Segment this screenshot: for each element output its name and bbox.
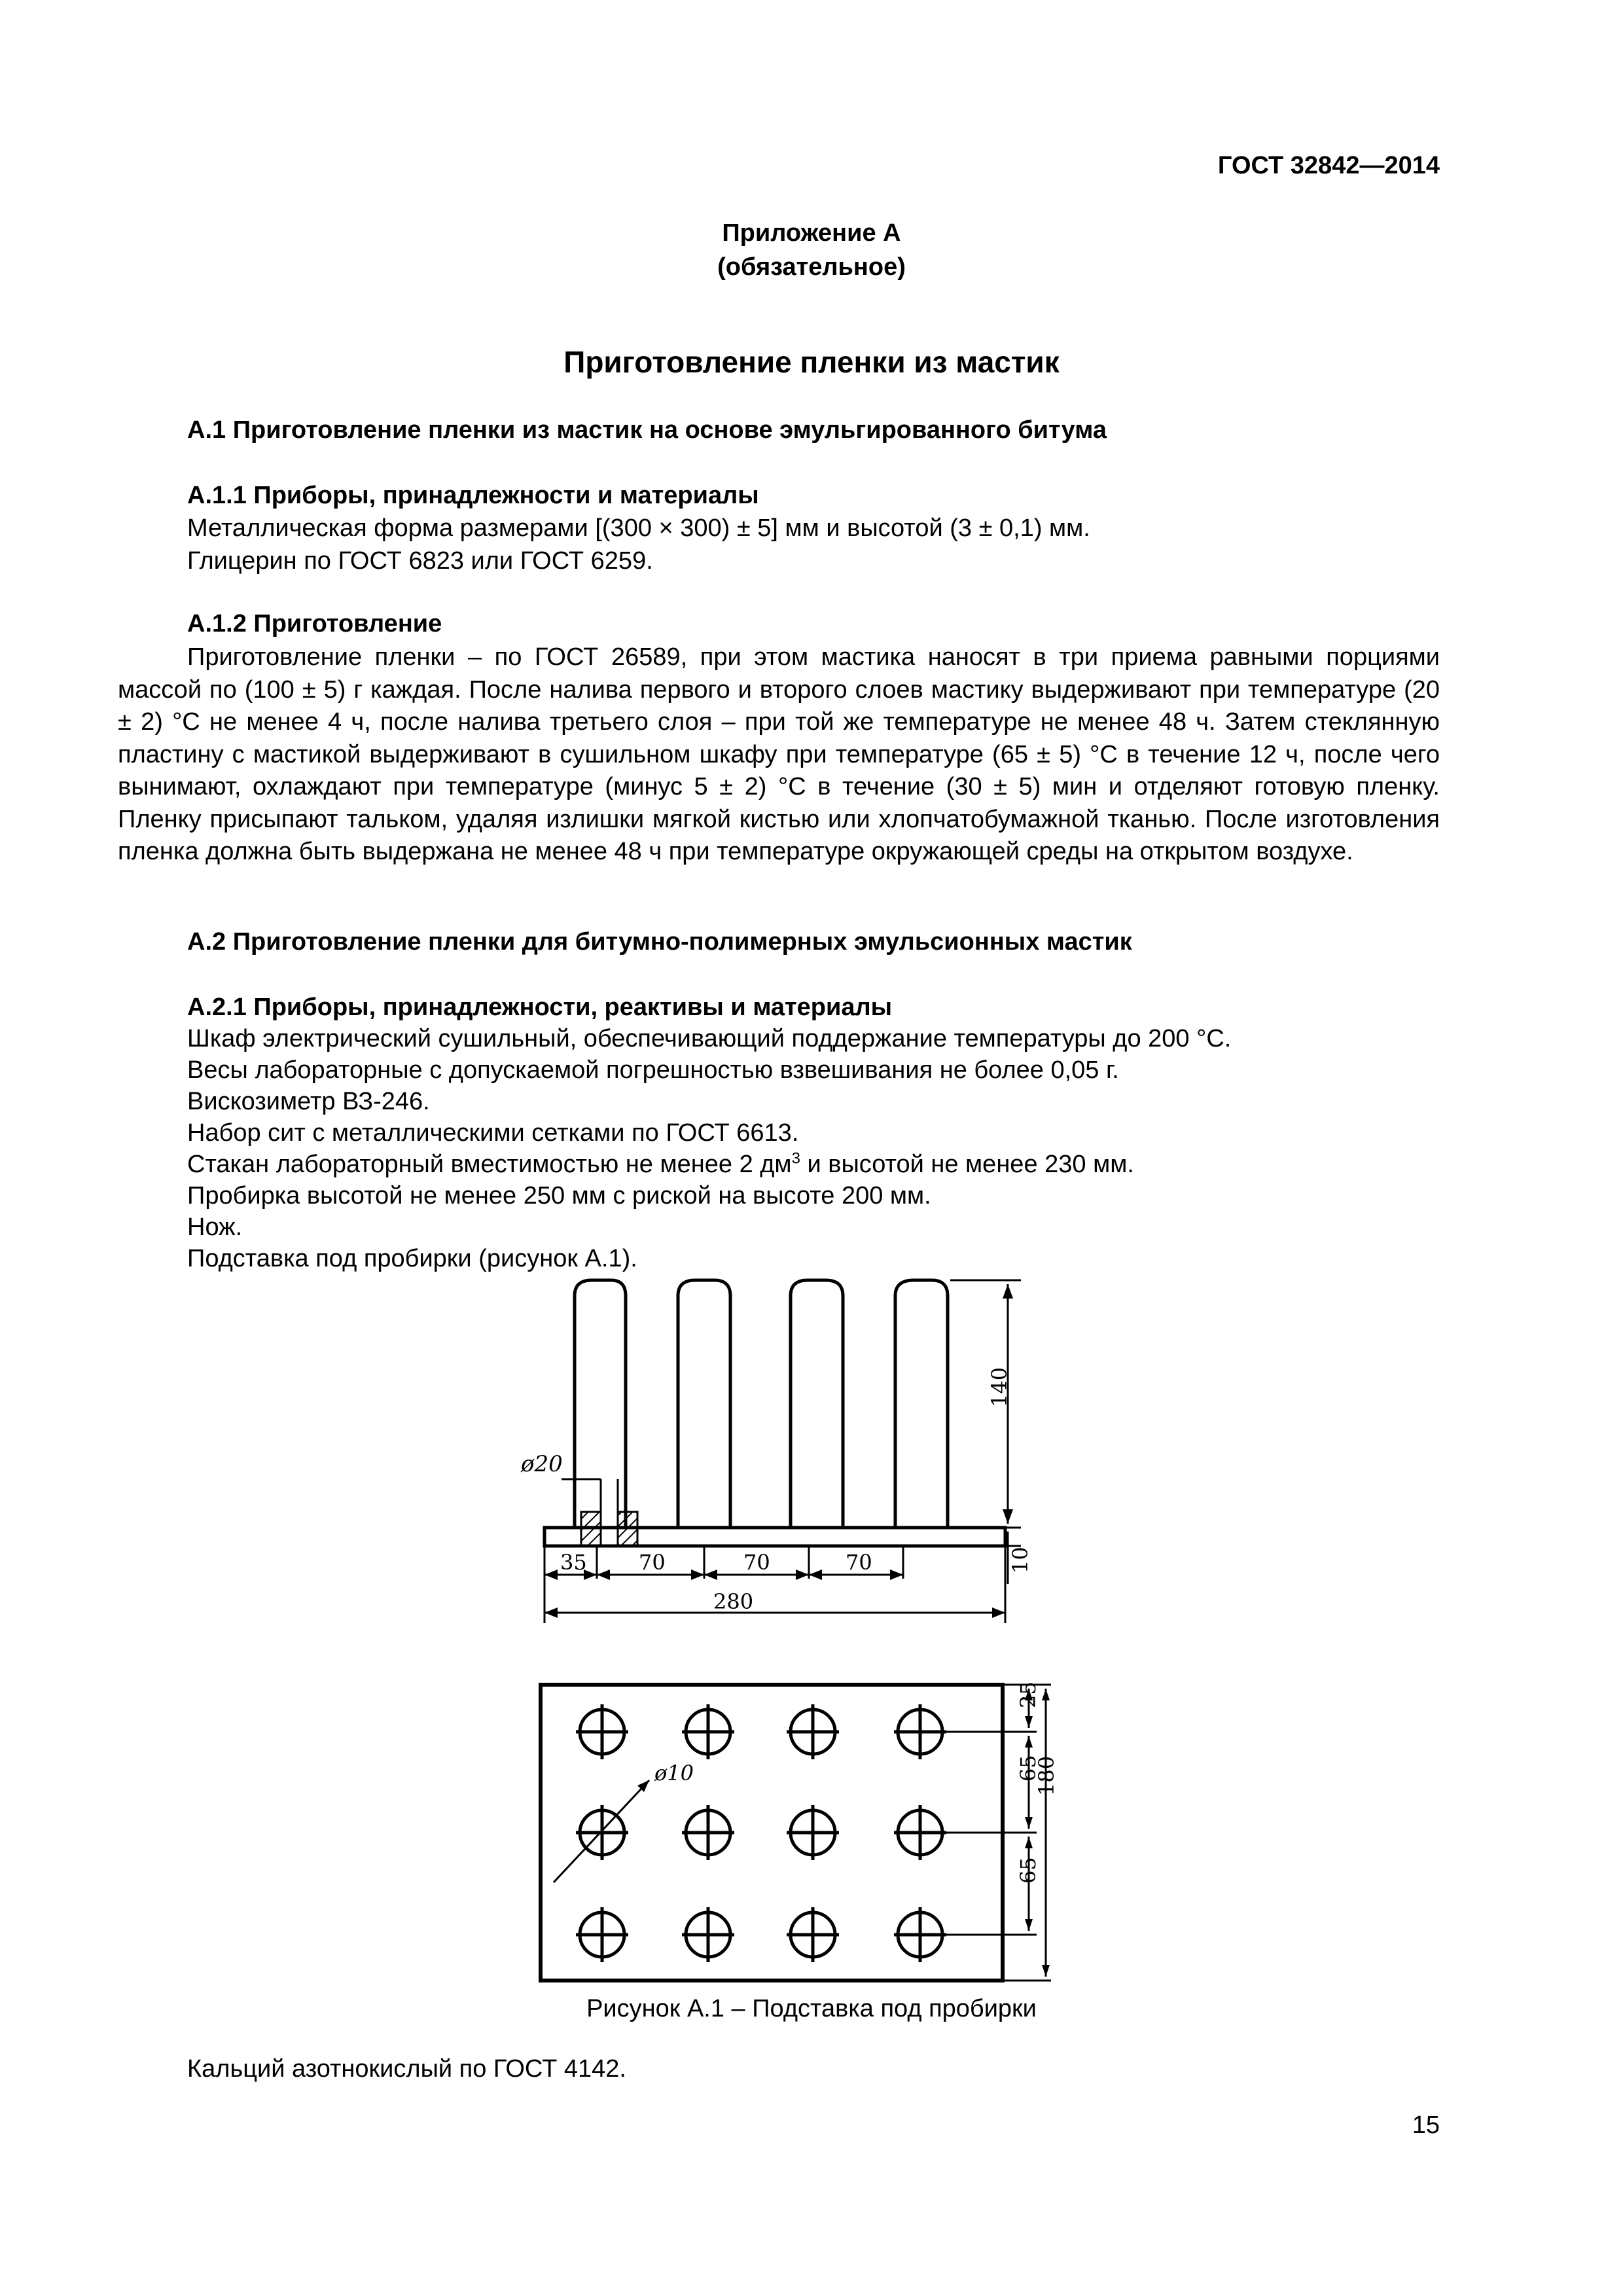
dim-65-lower: 65 [1016, 1857, 1041, 1884]
hole [682, 1805, 734, 1860]
a11-line-1: Металлическая форма размерами [(300 × 300) ± 5] мм и высотой (3 ± 0,1) мм. [187, 514, 1090, 542]
dim-70-third: 70 [846, 1550, 872, 1575]
dim-10: 10 [1008, 1547, 1033, 1573]
hole [682, 1704, 734, 1759]
section-a12-heading: А.1.2 Приготовление [187, 610, 442, 637]
dim-180: 180 [1034, 1755, 1059, 1796]
a21-line-8: Подставка под пробирки (рисунок А.1). [187, 1245, 637, 1272]
figure-caption: Рисунок А.1 – Подставка под пробирки [586, 1995, 1037, 2022]
hole [576, 1907, 628, 1962]
a11-line-2: Глицерин по ГОСТ 6823 или ГОСТ 6259. [187, 547, 653, 575]
hole [894, 1907, 946, 1962]
section-a11-heading: А.1.1 Приборы, принадлежности и материалы [187, 482, 759, 509]
hole [894, 1704, 946, 1759]
hole [787, 1907, 839, 1962]
dim-35: 35 [560, 1550, 587, 1575]
section-a1-heading: А.1 Приготовление пленки из мастик на основе эмульгированного битума [187, 416, 1107, 444]
dim-25: 25 [1016, 1681, 1041, 1708]
a21-line-4: Набор сит с металлическими сетками по ГОСТ 6613. [187, 1119, 799, 1147]
a21-line-1: Шкаф электрический сушильный, обеспечивающий поддержание температуры до 200 °С. [187, 1025, 1232, 1052]
dim-70-first: 70 [639, 1550, 666, 1575]
tube-3 [791, 1280, 843, 1528]
section-a2-heading: А.2 Приготовление пленки для битумно-полимерных эмульсионных мастик [187, 928, 1132, 956]
a21-line-3: Вискозиметр ВЗ-246. [187, 1088, 430, 1115]
annex-title: Приложение А [722, 219, 901, 247]
dim-diameter-10: ø10 [654, 1761, 694, 1785]
section-a21-heading: А.2.1 Приборы, принадлежности, реактивы и материалы [187, 994, 893, 1021]
hole-grid [554, 1704, 946, 1962]
dim-65-upper: 65 [1016, 1755, 1041, 1782]
document-header: ГОСТ 32842—2014 [1217, 152, 1440, 179]
stand-base-plate [544, 1528, 1005, 1546]
hole [682, 1907, 734, 1962]
after-figure-line: Кальций азотнокислый по ГОСТ 4142. [187, 2055, 626, 2083]
dim-diameter-20: ø20 [521, 1451, 563, 1477]
a12-paragraph: Приготовление пленки – по ГОСТ 26589, при этом мастика наносят в три приема равными порциями массой по (100 ± 5) г каждая. После налива первого и второго слоев мастику выдерживают при температуре (20 ± 2) °С не менее 4 ч, после налива третьего слоя – при той же температуре не менее 48 ч. Затем стеклянную пластину с мастикой выдерживают в сушильном шкафу при температуре (65 ± 5) °С в течение 12 ч, после чего вынимают, охлаждают при температуре (минус 5 ± 2) °С в течение (30 ± 5) мин и отделяют готовую пленку. Пленку присыпают тальком, удаляя излишки мягкой кистью или хлопчатобумажной тканью. После изготовления пленка должна быть выдержана не менее 48 ч при температуре окружающей среды на открытом воздухе. [118, 643, 1440, 865]
hole [576, 1805, 628, 1860]
page-number: 15 [1412, 2111, 1440, 2139]
hole [894, 1805, 946, 1860]
hole [787, 1805, 839, 1860]
hole [787, 1704, 839, 1759]
a21-line-5-text: Стакан лабораторный вместимостью не менее 2 дм [187, 1151, 792, 1178]
dim-70-second: 70 [743, 1550, 770, 1575]
a21-line-2: Весы лабораторные с допускаемой погрешностью взвешивания не более 0,05 г. [187, 1056, 1119, 1084]
main-title: Приготовление пленки из мастик [563, 345, 1060, 379]
a21-line-5-tail: и высотой не менее 230 мм. [800, 1151, 1134, 1178]
dim-280: 280 [713, 1589, 754, 1614]
hatched-section-right [618, 1512, 637, 1546]
a21-line-6: Пробирка высотой не менее 250 мм с риской на высоте 200 мм. [187, 1182, 931, 1210]
tube-2 [678, 1280, 730, 1528]
tube-4 [895, 1280, 948, 1528]
hole [576, 1704, 628, 1759]
a21-line-5-superscript: 3 [791, 1149, 800, 1168]
hatched-section-left [581, 1512, 601, 1546]
dim-height-140: 140 [987, 1367, 1012, 1407]
annex-status: (обязательное) [717, 253, 906, 281]
a21-line-7: Нож. [187, 1213, 243, 1241]
